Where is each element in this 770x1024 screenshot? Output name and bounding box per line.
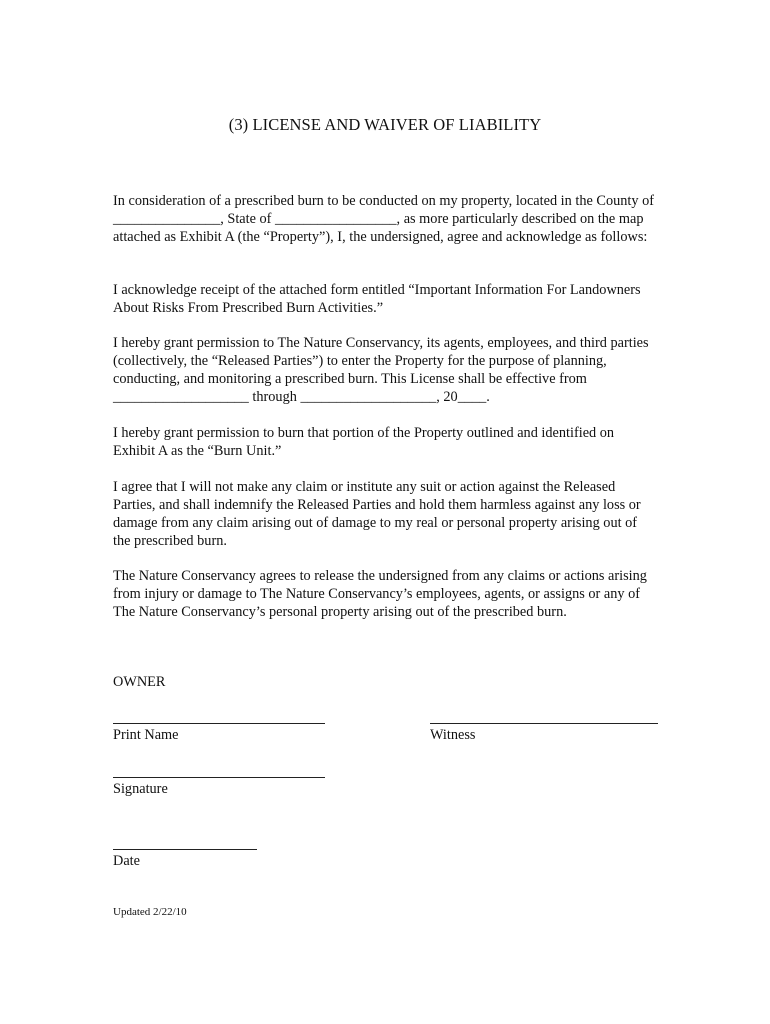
paragraph-text: In consideration of a prescribed burn to be conducted on my property, located in the County of _______________, State of _________________, as more particularly described on the map attached as Exhibit A (the “Property”), I, the undersigned, agree and acknowledge as follows:	[113, 193, 655, 245]
signature-label: Signature	[113, 781, 168, 797]
paragraph-indemnify	[113, 478, 658, 550]
date-label: Date	[113, 853, 140, 869]
paragraph-text: I hereby grant permission to The Nature Conservancy, its agents, employees, and third parties (collectively, the “Released Parties”) to enter the Property for the purpose of planning, conducting, and monitoring a prescribed burn. This License shall be effective from ___________________ through ___________________, 20____.	[113, 335, 649, 405]
signature-line[interactable]	[113, 777, 325, 778]
paragraph-acknowledge	[113, 281, 658, 317]
paragraph-text: The Nature Conservancy agrees to release the undersigned from any claims or actions arising from injury or damage to The Nature Conservancy’s employees, agents, or assigns or any of The Nature Conservancy’s personal property arising out of the prescribed burn.	[113, 568, 647, 620]
paragraph-release	[113, 567, 658, 621]
print-name-line[interactable]	[113, 723, 325, 724]
witness-line[interactable]	[430, 723, 658, 724]
paragraph-text: I hereby grant permission to burn that portion of the Property outlined and identified on Exhibit A as the “Burn Unit.”	[113, 425, 615, 459]
updated-date-footer: Updated 2/22/10	[113, 906, 187, 918]
witness-label: Witness	[430, 727, 476, 743]
paragraph-grant-entry	[113, 334, 658, 406]
date-line[interactable]	[113, 849, 257, 850]
paragraph-consideration	[113, 192, 658, 246]
paragraph-grant-burn	[113, 424, 658, 460]
paragraph-text: I acknowledge receipt of the attached form entitled “Important Information For Landowners About Risks From Prescribed Burn Activities.”	[113, 282, 641, 316]
paragraph-text: I agree that I will not make any claim or institute any suit or action against the Released Parties, and shall indemnify the Released Parties and hold them harmless against any loss or damage from any claim arising out of damage to my real or personal property arising out of the prescribed burn.	[113, 479, 641, 549]
owner-heading: OWNER	[113, 674, 166, 690]
document-title: (3) LICENSE AND WAIVER OF LIABILITY	[228, 115, 542, 134]
print-name-label: Print Name	[113, 727, 179, 743]
